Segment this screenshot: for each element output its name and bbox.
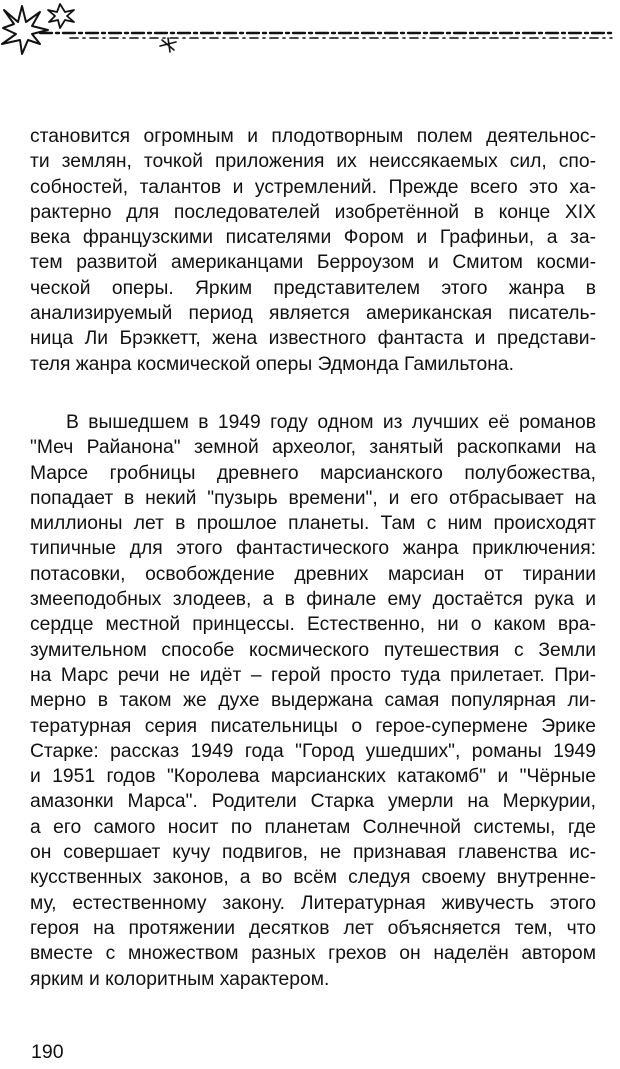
text-line: ярким и колоритным характером.: [30, 968, 330, 990]
text-line: сердце местной принцессы. Естественно, ни о каком вра-: [30, 614, 596, 636]
star-burst-ornament-icon: [0, 0, 620, 70]
text-line: типичные для этого фантастического жанра приключения:: [30, 538, 596, 560]
text-line: мерно в таком же духе выдержана самая популярная ли-: [30, 690, 596, 712]
text-line: века французскими писателями Фором и Графиньи, а за-: [30, 227, 596, 249]
text-line: тературная серия писательницы о герое-супермене Эрике: [30, 715, 596, 737]
text-line: амазонки Марса". Родители Старка умерли на Меркурии,: [30, 791, 596, 813]
text-line: теля жанра космической оперы Эдмонда Гамильтона.: [30, 353, 514, 375]
text-line: а его самого носит по планетам Солнечной системы, где: [30, 816, 596, 838]
text-line: "Меч Райанона" земной археолог, занятый раскопками на: [30, 437, 596, 459]
text-line: потасовки, освобождение древних марсиан от тирании: [30, 563, 596, 585]
text-line: В вышедшем в 1949 году одном из лучших её романов: [66, 411, 596, 433]
text-line: тем развитой американцами Берроузом и Смитом косми-: [30, 252, 596, 274]
text-line: собностей, талантов и устремлений. Прежде всего это ха-: [30, 176, 596, 198]
text-line: вместе с множеством разных грехов он наделён автором: [30, 943, 596, 965]
text-line: зумительном способе космического путешествия с Земли: [30, 639, 596, 661]
text-line: ческой оперы. Ярким представителем этого жанра в: [30, 277, 596, 299]
paragraph-1: [30, 124, 596, 377]
text-line: змееподобных злодеев, а в финале ему достаётся рука и: [30, 589, 596, 611]
text-line: героя на протяжении десятков лет объясняется тем, что: [30, 917, 596, 939]
text-line: Старке: рассказ 1949 года "Город ушедших", романы 1949: [30, 740, 596, 762]
text-line: анализируемый период является американская писатель-: [30, 303, 596, 325]
text-line: на Марс речи не идёт – герой просто туда прилетает. При-: [30, 664, 596, 686]
text-line: Марсе гробницы древнего марсианского полубожества,: [30, 462, 596, 484]
text-line: кусственных законов, а во всём следуя своему внутренне-: [30, 867, 596, 889]
paragraph-2: [30, 410, 596, 992]
text-line: рактерно для последователей изобретённой в конце XIX: [30, 201, 596, 223]
body-text: [30, 124, 596, 992]
text-line: миллионы лет в прошлое планеты. Там с ним происходят: [30, 513, 596, 535]
text-line: попадает в некий "пузырь времени", и его отбрасывает на: [30, 487, 596, 509]
text-line: становится огромным и плодотворным полем деятельнос-: [30, 126, 596, 147]
text-line: ти землян, точкой приложения их неиссякаемых сил, спо-: [30, 151, 596, 173]
page-number: 190: [31, 1041, 64, 1063]
text-line: он совершает кучу подвигов, не признавая главенства ис-: [30, 842, 596, 864]
text-line: и 1951 годов "Королева марсианских катакомб" и "Чёрные: [30, 766, 596, 788]
text-line: му, естественному закону. Литературная живучесть этого: [30, 892, 596, 914]
text-line: ница Ли Брэккетт, жена известного фантаста и представи-: [30, 328, 596, 350]
